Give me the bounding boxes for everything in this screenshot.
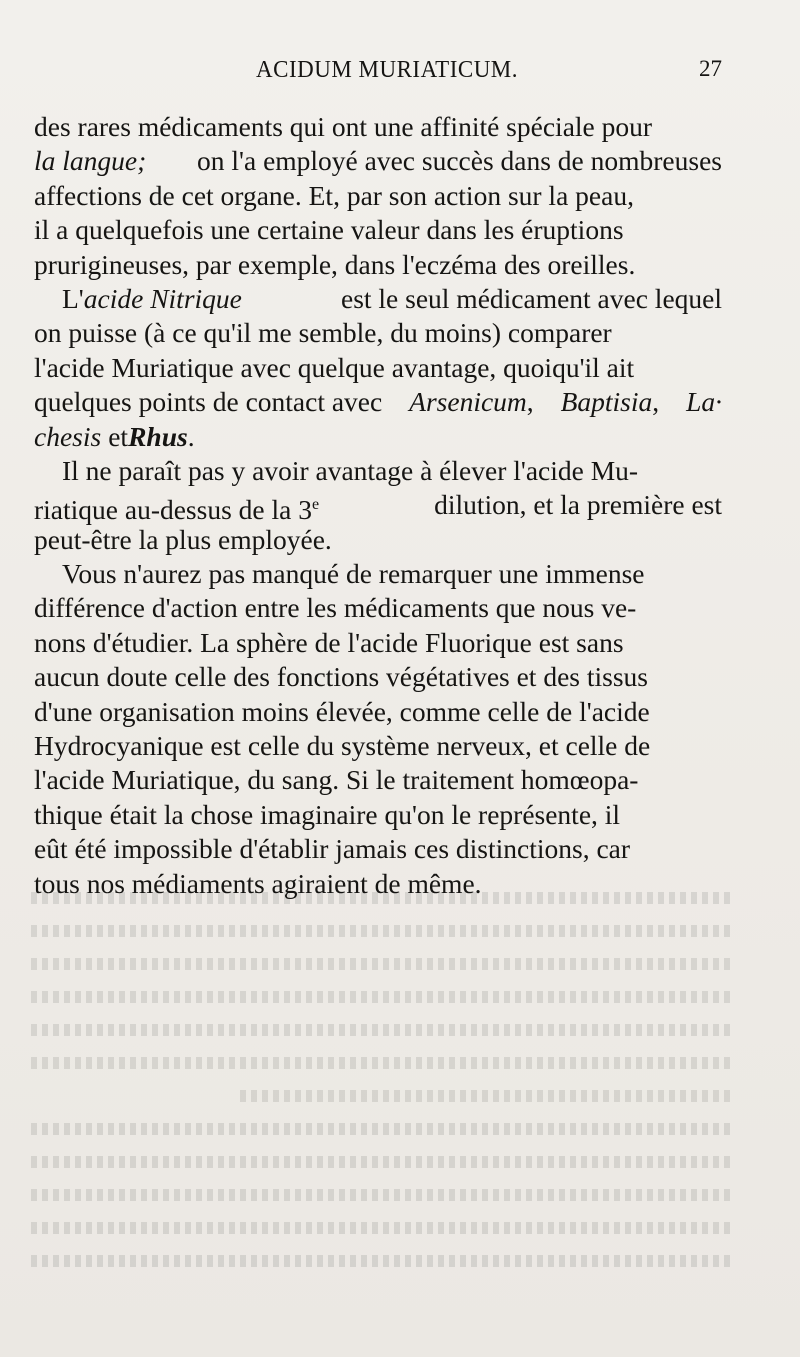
text-line (34, 557, 722, 591)
text-line (34, 867, 722, 901)
text-line (34, 591, 722, 625)
italic-term: Rhus (128, 420, 188, 452)
page-number: 27 (699, 56, 722, 81)
text-line: quelques points de contact avec Arsenicum, Baptisia, La· (34, 385, 722, 419)
text-run: l'acide Muriatique, du sang. Si le traitement homœopa- (34, 764, 639, 796)
text-line (34, 523, 722, 557)
text-run: quelques points de contact avec (34, 386, 383, 418)
text-run: différence d'action entre les médicaments que nous ve- (34, 592, 637, 624)
text-line (34, 729, 722, 763)
italic-term: la langue; (34, 145, 147, 177)
text-run: l'acide Muriatique avec quelque avantage, quoiqu'il ait (34, 351, 635, 383)
text-line (34, 316, 722, 350)
text-line (34, 248, 722, 282)
text-run: thique était la chose imaginaire qu'on le représente, il (34, 798, 621, 830)
italic-term: Arsenicum (409, 386, 527, 418)
italic-term: acide Nitrique (83, 282, 242, 314)
text-run: on puisse (à ce qu'il me semble, du moins) comparer (34, 317, 612, 349)
text-run: des rares médicaments qui ont une affinité spéciale pour (34, 111, 653, 142)
text-run: on l'a employé avec succès dans de nombreuses (197, 145, 722, 177)
text-run: Il ne paraît pas y avoir avantage à élever l'acide Mu- (62, 454, 639, 486)
text-run: affections de cet organe. Et, par son action sur la peau, (34, 179, 634, 211)
page-header (32, 56, 722, 92)
text-run: L' (62, 282, 84, 314)
show-through-texture (30, 880, 730, 1300)
text-line (34, 660, 722, 694)
text-line (34, 832, 722, 866)
text-run: Hydrocyanique est celle du système nerveux, et celle de (34, 730, 651, 762)
italic-term: La· (686, 386, 722, 418)
text-line (34, 144, 722, 178)
running-title: ACIDUM MURIATICUM. (256, 56, 519, 83)
italic-term: Baptisia (560, 386, 653, 418)
text-line (34, 179, 722, 213)
text-line (34, 798, 722, 832)
text-run: nons d'étudier. La sphère de l'acide Fluorique est sans (34, 626, 624, 658)
text-line (34, 488, 722, 526)
text-line (34, 110, 722, 144)
text-line (34, 695, 722, 729)
text-run: Vous n'aurez pas manqué de remarquer une immense (62, 558, 645, 590)
text-line (34, 763, 722, 797)
text-run: aucun doute celle des fonctions végétatives et des tissus (34, 661, 648, 693)
text-run: est le seul médicament avec lequel (340, 282, 722, 314)
text-run: riatique au-dessus de la 3 (34, 494, 312, 526)
italic-term: chesis (34, 420, 102, 452)
text-line (34, 454, 722, 488)
text-line (34, 351, 722, 385)
text-run: il a quelquefois une certaine valeur dans les éruptions (34, 214, 624, 246)
text-run: d'une organisation moins élevée, comme celle de l'acide (34, 695, 650, 727)
text-run: peut-être la plus employée. (34, 523, 332, 555)
text-run: eût été impossible d'établir jamais ces distinctions, car (34, 833, 631, 865)
body-text (34, 110, 722, 901)
text-run: et (108, 420, 129, 452)
text-line: chesis et Rhus. (34, 420, 722, 454)
text-run: tous nos médiaments agiraient de même. (34, 867, 482, 899)
text-run: prurigineuses, par exemple, dans l'eczéma des oreilles. (34, 248, 636, 280)
text-line (34, 626, 722, 660)
text-line (34, 282, 722, 316)
text-line (34, 213, 722, 247)
text-run: dilution, et la première est (434, 489, 722, 521)
superscript: e (311, 496, 320, 514)
